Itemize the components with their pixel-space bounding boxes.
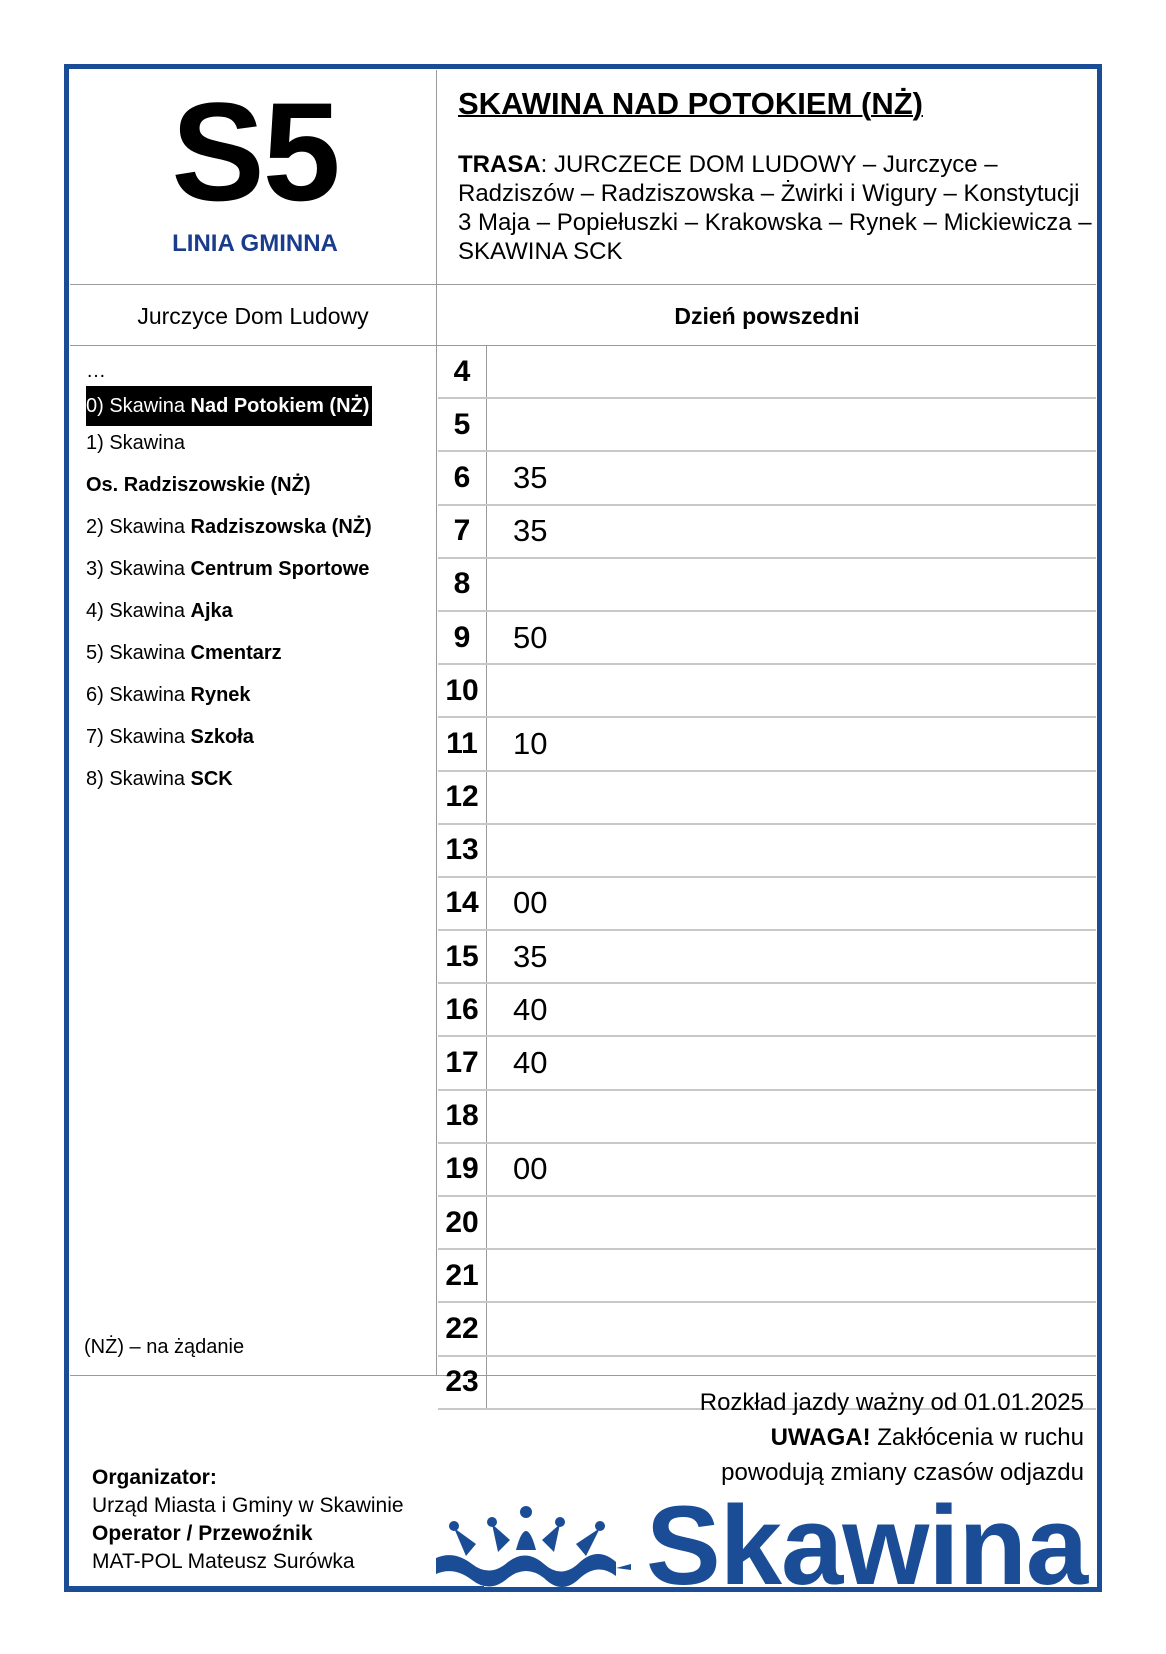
stop-name: Szkoła [190, 726, 254, 748]
stop-name: Nad Potokiem (NŻ) [190, 395, 370, 417]
stop-prefix: 5) Skawina [86, 642, 191, 664]
timetable-row [438, 825, 1096, 878]
timetable-row [438, 931, 1096, 984]
hour-cell: 12 [438, 772, 487, 823]
hour-cell: 13 [438, 825, 487, 876]
organizer-name: Urząd Miasta i Gminy w Skawinie [92, 1494, 404, 1517]
timetable-row [438, 1091, 1096, 1144]
minutes-cell: 00 [513, 1151, 548, 1187]
timetable [438, 346, 1096, 1410]
hour-cell: 6 [438, 452, 487, 503]
timetable-row [438, 878, 1096, 931]
route-label: TRASA [458, 151, 541, 178]
organizer-label: Organizator: [92, 1466, 217, 1489]
timetable-row [438, 1250, 1096, 1303]
minutes-cell: 50 [513, 619, 548, 655]
stop-name: Ajka [190, 600, 233, 622]
route-description [458, 150, 1098, 266]
stop-name: Centrum Sportowe [190, 558, 370, 580]
minutes-cell: 35 [513, 513, 548, 549]
valid-from: Rozkład jazdy ważny od 01.01.2025 [699, 1389, 1084, 1416]
warning-text: Zakłócenia w ruchu [870, 1424, 1084, 1451]
hour-cell: 7 [438, 506, 487, 557]
stop-title: SKAWINA NAD POTOKIEM (NŻ) [458, 86, 923, 121]
stop-item [86, 722, 426, 764]
warning-line [700, 1420, 1084, 1455]
stop-prefix: 4) Skawina [86, 600, 191, 622]
route-text: : JURCZECE DOM LUDOWY – Jurczyce – Radziszów – Radziszowska – Żwirki i Wigury – Konstytucji 3 Maja – Popiełuszki – Krakowska – Rynek – Mickiewicza – SKAWINA SCK [458, 151, 1092, 265]
timetable-row [438, 612, 1096, 665]
stop-prefix: 2) Skawina [86, 516, 191, 538]
stop-item [86, 638, 426, 680]
hour-cell: 16 [438, 984, 487, 1035]
hour-cell: 5 [438, 399, 487, 450]
stop-name: Os. Radziszowskie (NŻ) [86, 474, 311, 496]
organizer-block [92, 1464, 404, 1576]
hour-cell: 22 [438, 1303, 487, 1354]
timetable-row [438, 1037, 1096, 1090]
stop-name: Rynek [190, 684, 251, 706]
day-type: Dzień powszedni [674, 302, 860, 329]
hour-cell: 10 [438, 665, 487, 716]
stop-prefix: 3) Skawina [86, 558, 191, 580]
hour-cell: 18 [438, 1091, 487, 1142]
minutes-cell: 35 [513, 938, 548, 974]
timetable-row [438, 559, 1096, 612]
minutes-cell: 40 [513, 1045, 548, 1081]
line-type: LINIA GMINNA [172, 230, 338, 257]
stop-name: SCK [190, 768, 233, 790]
line-code: S5 [171, 73, 339, 230]
timetable-row [438, 772, 1096, 825]
stop-prefix: 0) Skawina [86, 395, 191, 417]
stop-prefix: 6) Skawina [86, 684, 191, 706]
hour-cell: 19 [438, 1144, 487, 1195]
stop-ellipsis: … [86, 360, 106, 382]
operator-name: MAT-POL Mateusz Surówka [92, 1550, 355, 1573]
stop-item [86, 428, 426, 470]
hour-cell: 20 [438, 1197, 487, 1248]
hour-cell: 14 [438, 878, 487, 929]
from-stop: Jurczyce Dom Ludowy [137, 302, 369, 329]
minutes-cell: 35 [513, 459, 548, 495]
stop-prefix: 1) Skawina [86, 432, 185, 454]
timetable-row [438, 346, 1096, 399]
stop-name: Radziszowska (NŻ) [190, 516, 372, 538]
stop-item [86, 680, 426, 722]
stop-name: Cmentarz [190, 642, 282, 664]
timetable-row [438, 1144, 1096, 1197]
hour-cell: 8 [438, 559, 487, 610]
stop-prefix: 7) Skawina [86, 726, 191, 748]
skawina-logo-text: Skawina [646, 1483, 1088, 1608]
minutes-cell: 40 [513, 991, 548, 1027]
stop-item [86, 512, 426, 554]
stop-item [86, 470, 426, 512]
stop-prefix: 8) Skawina [86, 768, 191, 790]
legend: (NŻ) – na żądanie [84, 1336, 245, 1358]
hour-cell: 4 [438, 346, 487, 397]
hour-cell: 21 [438, 1250, 487, 1301]
timetable-row [438, 399, 1096, 452]
stop-item [86, 554, 426, 596]
minutes-cell: 00 [513, 885, 548, 921]
header-divider [70, 284, 1096, 285]
stop-item [86, 764, 426, 806]
hour-cell: 9 [438, 612, 487, 663]
footer-accent-bar [64, 1586, 484, 1592]
timetable-row [438, 506, 1096, 559]
operator-label: Operator / Przewoźnik [92, 1522, 313, 1545]
timetable-row [438, 718, 1096, 771]
warning-text-2: powodują zmiany czasów odjazdu [721, 1459, 1084, 1486]
hour-cell: 23 [438, 1357, 487, 1408]
timetable-row [438, 452, 1096, 505]
timetable-row [438, 984, 1096, 1037]
warning-label: UWAGA! [770, 1424, 871, 1451]
hour-cell: 17 [438, 1037, 487, 1088]
current-stop [86, 386, 372, 426]
stop-item [86, 596, 426, 638]
minutes-cell: 10 [513, 725, 548, 761]
hour-cell: 11 [438, 718, 487, 769]
timetable-row [438, 1303, 1096, 1356]
timetable-row [438, 665, 1096, 718]
hour-cell: 15 [438, 931, 487, 982]
validity-notice [700, 1385, 1084, 1490]
timetable-row [438, 1197, 1096, 1250]
header-column-divider [436, 70, 437, 1376]
stop-list [86, 356, 426, 806]
